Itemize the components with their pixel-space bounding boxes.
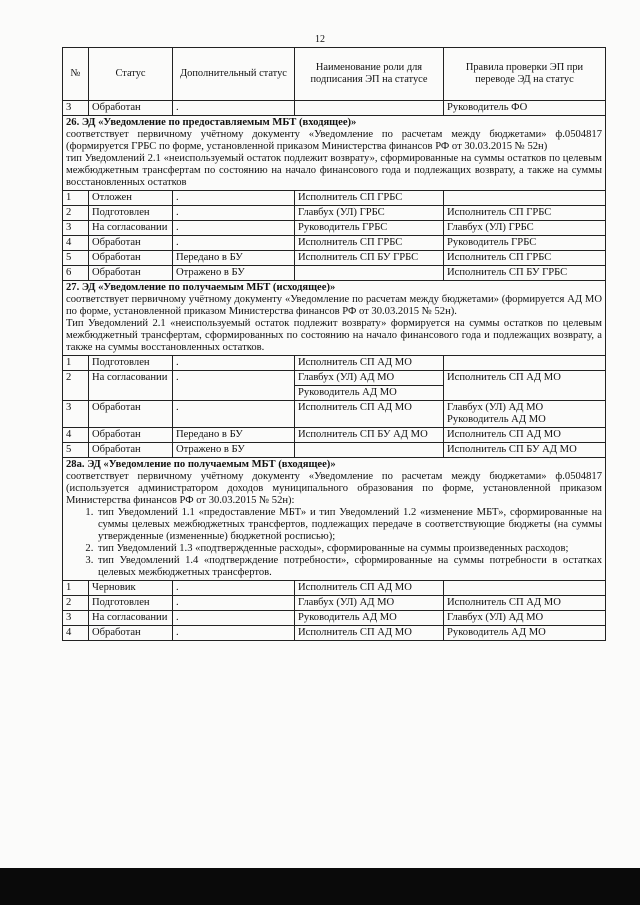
- row-extra: .: [173, 371, 295, 401]
- row-role: Исполнитель СП ГРБС: [295, 236, 444, 251]
- row-num: 3: [63, 221, 89, 236]
- status-table: [62, 47, 606, 641]
- section-title: 28а. ЭД «Уведомление по получаемым МБТ (входящее)»: [66, 459, 336, 470]
- row-extra: .: [173, 401, 295, 428]
- section-26: [63, 116, 606, 191]
- row-role: [295, 101, 444, 116]
- section-paragraph: соответствует первичному учётному документу «Уведомление по расчетам между бюджетами» ф.0504817 (формируется ГРБС по форме, установленной приказом Министерства финансов РФ от 30.03.2015 № 52н): [66, 129, 602, 152]
- row-status: На согласовании: [89, 611, 173, 626]
- row-role: Исполнитель СП БУ АД МО: [295, 428, 444, 443]
- row-status: Подготовлен: [89, 596, 173, 611]
- row-rules: Главбух (УЛ) ГРБС: [444, 221, 606, 236]
- row-role: [295, 266, 444, 281]
- row-rules: Исполнитель СП ГРБС: [444, 206, 606, 221]
- row-num: 3: [63, 401, 89, 428]
- list-item: 2. тип Уведомлений 1.3 «подтвержденные расходы», сформированные на суммы произведенных расходов;: [96, 543, 602, 555]
- table-row: [63, 401, 606, 428]
- row-status: Обработан: [89, 101, 173, 116]
- row-rules: Исполнитель СП БУ ГРБС: [444, 266, 606, 281]
- row-status: Обработан: [89, 401, 173, 428]
- section-title: 27. ЭД «Уведомление по получаемым МБТ (исходящее)»: [66, 282, 336, 293]
- row-num: 2: [63, 206, 89, 221]
- row-num: 1: [63, 191, 89, 206]
- page-number: 12: [315, 34, 325, 45]
- header-rules: Правила проверки ЭП при переводе ЭД на статус: [444, 48, 606, 101]
- row-rules: Исполнитель СП БУ АД МО: [444, 443, 606, 458]
- row-num: 2: [63, 371, 89, 401]
- row-role: Исполнитель СП АД МО: [295, 626, 444, 641]
- row-extra: .: [173, 221, 295, 236]
- row-status: Обработан: [89, 236, 173, 251]
- row-num: 3: [63, 101, 89, 116]
- row-extra: .: [173, 626, 295, 641]
- table-row: [63, 101, 606, 116]
- row-rules: Главбух (УЛ) АД МО: [444, 611, 606, 626]
- row-extra: .: [173, 206, 295, 221]
- header-role: Наименование роли для подписания ЭП на статусе: [295, 48, 444, 101]
- row-rules-line: Руководитель АД МО: [447, 414, 546, 425]
- row-extra: .: [173, 191, 295, 206]
- row-rules: Исполнитель СП ГРБС: [444, 251, 606, 266]
- section-paragraph: Тип Уведомлений 2.1 «неиспользуемый остаток подлежит возврату» формируется на суммы остатков по целевым межбюджетный трансфертам, сформированных по состоянию на начало финансового года и подлежащих возврату, а также на суммы восстановленных остатков.: [66, 318, 602, 353]
- row-num: 5: [63, 443, 89, 458]
- section-paragraph: тип Уведомлений 2.1 «неиспользуемый остаток подлежит возврату», сформированные на суммы остатков по целевым межбюджетным трансфертам по состоянию на начало финансового года и подлежащих возврату, а также на суммы восстановленных остатков: [66, 153, 602, 188]
- row-role: Главбух (УЛ) АД МО: [295, 596, 444, 611]
- row-rules: Исполнитель СП АД МО: [444, 428, 606, 443]
- header-num: №: [63, 48, 89, 101]
- row-extra: Отражено в БУ: [173, 266, 295, 281]
- table-row: [63, 221, 606, 236]
- type-list: [66, 507, 602, 579]
- row-rules: Исполнитель СП АД МО: [444, 371, 606, 401]
- row-role: Руководитель АД МО: [295, 386, 444, 401]
- row-status: Обработан: [89, 266, 173, 281]
- row-extra: .: [173, 596, 295, 611]
- table-row: [63, 251, 606, 266]
- row-status: На согласовании: [89, 221, 173, 236]
- row-status: Обработан: [89, 443, 173, 458]
- row-status: Отложен: [89, 191, 173, 206]
- row-extra: .: [173, 611, 295, 626]
- table-row: [63, 266, 606, 281]
- header-extra: Дополнительный статус: [173, 48, 295, 101]
- table-row: [63, 191, 606, 206]
- row-num: 6: [63, 266, 89, 281]
- row-num: 1: [63, 581, 89, 596]
- row-role: Главбух (УЛ) ГРБС: [295, 206, 444, 221]
- row-rules-line: Главбух (УЛ) АД МО: [447, 402, 544, 413]
- row-num: 2: [63, 596, 89, 611]
- list-item: 1. тип Уведомлений 1.1 «предоставление МБТ» и тип Уведомлений 1.2 «изменение МБТ», сформированные на суммы целевых межбюджетных трансфертов, подлежащих передаче в соответствующие бюджеты (на суммы утвержденные (измененные) бюджетной росписью);: [96, 507, 602, 543]
- row-num: 5: [63, 251, 89, 266]
- section-title: 26. ЭД «Уведомление по предоставляемым МБТ (входящее)»: [66, 117, 357, 128]
- row-num: 3: [63, 611, 89, 626]
- row-role: Исполнитель СП ГРБС: [295, 191, 444, 206]
- row-extra: Передано в БУ: [173, 428, 295, 443]
- row-role: Исполнитель СП БУ ГРБС: [295, 251, 444, 266]
- row-status: На согласовании: [89, 371, 173, 401]
- row-role: Главбух (УЛ) АД МО: [295, 371, 444, 386]
- row-status: Обработан: [89, 428, 173, 443]
- row-extra: Передано в БУ: [173, 251, 295, 266]
- row-role: Исполнитель СП АД МО: [295, 581, 444, 596]
- row-status: Подготовлен: [89, 356, 173, 371]
- row-role: Исполнитель СП АД МО: [295, 356, 444, 371]
- row-extra: .: [173, 236, 295, 251]
- row-rules: Руководитель АД МО: [444, 626, 606, 641]
- table-row: [63, 371, 606, 386]
- row-status: Черновик: [89, 581, 173, 596]
- table-row: [63, 428, 606, 443]
- table-row: [63, 626, 606, 641]
- table-row: [63, 443, 606, 458]
- row-extra: .: [173, 581, 295, 596]
- scan-edge: [0, 868, 640, 905]
- row-num: 4: [63, 236, 89, 251]
- row-role: [295, 443, 444, 458]
- row-role: Руководитель АД МО: [295, 611, 444, 626]
- row-extra: Отражено в БУ: [173, 443, 295, 458]
- row-status: Обработан: [89, 626, 173, 641]
- table-row: [63, 611, 606, 626]
- row-rules: Руководитель ГРБС: [444, 236, 606, 251]
- row-rules: [444, 581, 606, 596]
- row-role: Руководитель ГРБС: [295, 221, 444, 236]
- row-status: Подготовлен: [89, 206, 173, 221]
- table-header: [63, 48, 606, 101]
- section-paragraph: соответствует первичному учётному документу «Уведомление по расчетам между бюджетами» (формируется АД МО по форме, установленной приказом Министерства финансов РФ от 30.03.2015 № 52н).: [66, 294, 602, 317]
- section-28a: [63, 458, 606, 581]
- row-rules: Руководитель ФО: [444, 101, 606, 116]
- row-extra: .: [173, 356, 295, 371]
- section-27: [63, 281, 606, 356]
- row-rules: [444, 401, 606, 428]
- row-role: Исполнитель СП АД МО: [295, 401, 444, 428]
- list-item: 3. тип Уведомлений 1.4 «подтверждение потребности», сформированные на суммы потребности в остатках целевых межбюджетных трансфертов.: [96, 555, 602, 579]
- header-status: Статус: [89, 48, 173, 101]
- table-row: [63, 581, 606, 596]
- row-extra: .: [173, 101, 295, 116]
- section-paragraph: соответствует первичному учётному документу «Уведомление по расчетам между бюджетами» ф.0504817 (используется администратором доходов муниципального образования по форме, установленной приказом Министерства финансов РФ от 30.03.2015 № 52н):: [66, 471, 602, 506]
- row-num: 1: [63, 356, 89, 371]
- row-rules: Исполнитель СП АД МО: [444, 596, 606, 611]
- row-rules: [444, 191, 606, 206]
- table-row: [63, 206, 606, 221]
- table-row: [63, 356, 606, 371]
- row-num: 4: [63, 626, 89, 641]
- row-num: 4: [63, 428, 89, 443]
- row-rules: [444, 356, 606, 371]
- table-row: [63, 236, 606, 251]
- row-status: Обработан: [89, 251, 173, 266]
- table-row: [63, 596, 606, 611]
